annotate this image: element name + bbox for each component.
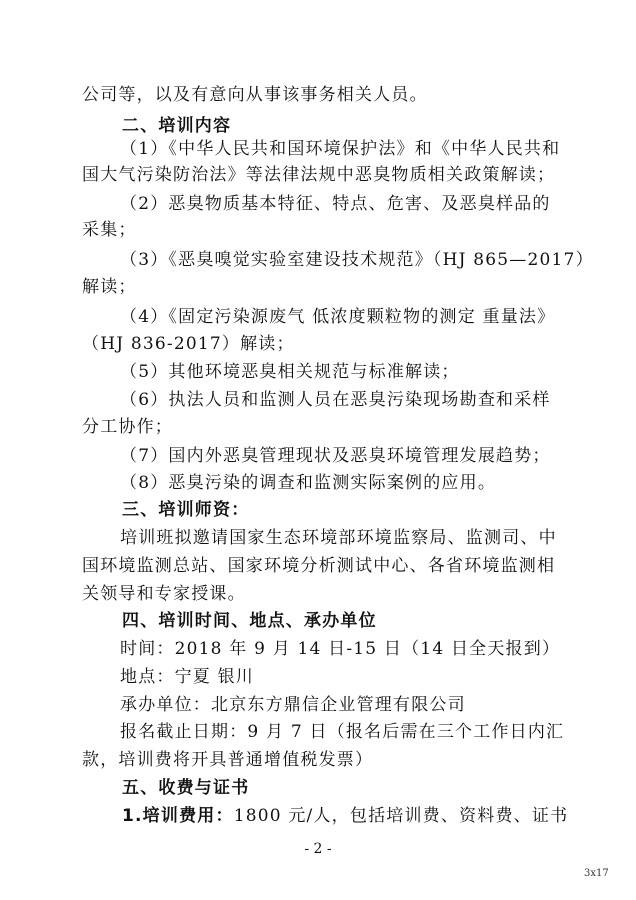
body-text-line: 关领导和专家授课。 [82, 584, 246, 604]
body-text-line: （2）恶臭物质基本特征、特点、危害、及恶臭样品的 [120, 194, 551, 214]
body-text-line: 公司等，以及有意向从事该事务相关人员。 [82, 85, 428, 105]
section-heading-fees-certificates: 五、收费与证书 [122, 778, 250, 798]
body-text-line: （3）《恶臭嗅觉实验室建设技术规范》（HJ 865—2017） [120, 250, 594, 270]
body-text-line [122, 805, 568, 827]
fee-label: 1.培训费用： [122, 806, 234, 826]
body-text-line: （5）其他环境恶臭相关规范与标准解读； [120, 362, 460, 382]
body-text-line: （HJ 836-2017）解读； [82, 334, 295, 354]
body-text-line: 地点：宁夏 银川 [120, 667, 255, 687]
section-heading-instructors: 三、培训师资： [122, 500, 250, 520]
body-text-line: 款，培训费将开具普通增值税发票） [82, 750, 374, 770]
body-text-line: （6）执法人员和监测人员在恶臭污染现场勘查和采样 [120, 390, 551, 410]
body-text-line: 解读； [82, 277, 137, 297]
body-text-line: （7）国内外恶臭管理现状及恶臭环境管理发展趋势； [120, 446, 551, 466]
body-text-line: 承办单位：北京东方鼎信企业管理有限公司 [120, 695, 466, 715]
corner-mark: 3x17 [584, 868, 609, 879]
fee-text: 1800 元/人，包括培训费、资料费、证书 [233, 806, 569, 826]
body-text-line: （8）恶臭污染的调查和监测实际案例的应用。 [120, 473, 497, 493]
page-number: - 2 - [304, 841, 332, 857]
body-text-line: （1）《中华人民共和国环境保护法》和《中华人民共和 [120, 139, 561, 159]
body-text-line: 国环境监测总站、国家环境分析测试中心、各省环境监测相 [82, 556, 556, 576]
section-heading-time-place-organizer: 四、培训时间、地点、承办单位 [122, 611, 377, 631]
body-text-line: 采集； [82, 220, 137, 240]
body-text-line: 国大气污染防治法》等法律法规中恶臭物质相关政策解读； [82, 165, 556, 185]
body-text-line: 培训班拟邀请国家生态环境部环境监察局、监测司、中 [120, 528, 557, 548]
section-heading-training-content: 二、培训内容 [122, 116, 232, 136]
body-text-line: 分工协作； [82, 417, 173, 437]
body-text-line: 时间：2018 年 9 月 14 日-15 日（14 日全天报到） [120, 639, 561, 659]
body-text-line: 报名截止日期：9 月 7 日（报名后需在三个工作日内汇 [120, 722, 565, 742]
body-text-line: （4）《固定污染源废气 低浓度颗粒物的测定 重量法》 [120, 307, 556, 327]
